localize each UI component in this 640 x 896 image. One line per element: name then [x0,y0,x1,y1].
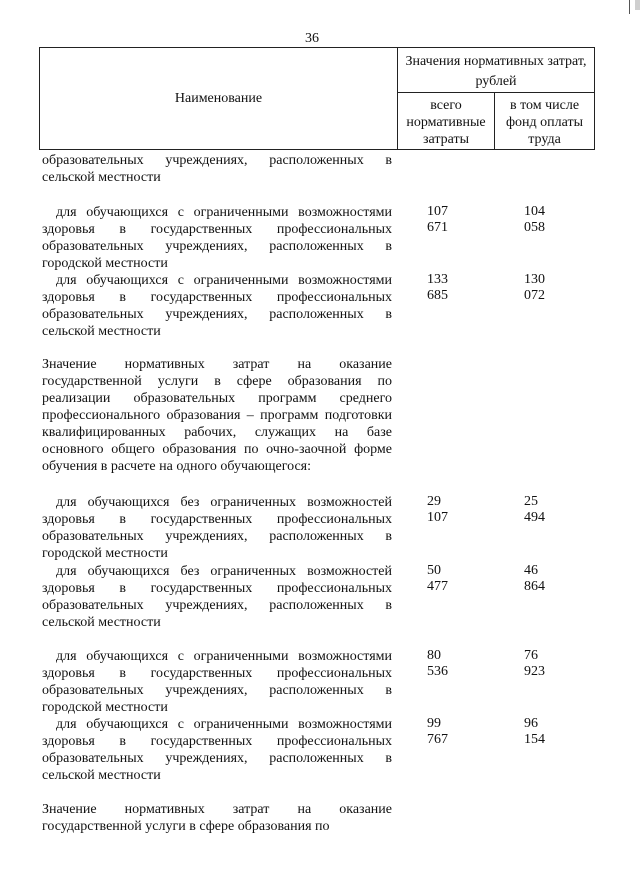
row-total: 133 685 [427,272,448,303]
row-total: 80 536 [427,648,448,679]
row-description: для обучающихся с ограниченными возможностями здоровья в государственных профессиональных образовательных учреждениях, расположенных в сельской местности [42,717,392,783]
section-heading: Значение нормативных затрат на оказание государственной услуги в сфере образования по реализации образовательных программ среднего профессионального образования – программ подготовки квалифицированных рабочих, служащих на базе основного общего образования по очно-заочной форме обучения в расчете на одного обучающегося: [42,357,392,474]
scan-edge [626,0,640,896]
row-total: 50 477 [427,563,448,594]
table-divider [397,92,594,93]
row-wage-fund: 46 864 [524,563,545,594]
row-wage-fund: 25 494 [524,494,545,525]
row-description: для обучающихся без ограниченных возможностей здоровья в государственных профессиональных образовательных учреждениях, расположенных в городской местности [42,495,392,561]
section-heading: Значение нормативных затрат на оказание государственной услуги в сфере образования по [42,802,392,834]
header-values-group: Значения нормативных затрат, рублей [405,54,587,89]
row-total: 107 671 [427,204,448,235]
row-description: для обучающихся с ограниченными возможностями здоровья в государственных профессиональных образовательных учреждениях, расположенных в городской местности [42,205,392,271]
row-description: для обучающихся с ограниченными возможностями здоровья в государственных профессиональных образовательных учреждениях, расположенных в сельской местности [42,273,392,339]
header-name: Наименование [174,91,263,106]
row-wage-fund: 130 072 [524,272,545,303]
row-description: для обучающихся с ограниченными возможностями здоровья в государственных профессиональных образовательных учреждениях, расположенных в городской местности [42,649,392,715]
row-description: для обучающихся без ограниченных возможностей здоровья в государственных профессиональных образовательных учреждениях, расположенных в сельской местности [42,564,392,630]
header-total: всего нормативные затраты [406,98,486,147]
row-total: 99 767 [427,716,448,747]
row-total: 29 107 [427,494,448,525]
row-description: образовательных учреждениях, расположенных в сельской местности [42,153,392,185]
table-header [39,47,595,150]
header-wage-fund: в том числе фонд оплаты труда [505,98,584,147]
row-wage-fund: 96 154 [524,716,545,747]
row-wage-fund: 104 058 [524,204,545,235]
page-number: 36 [305,31,319,46]
row-wage-fund: 76 923 [524,648,545,679]
